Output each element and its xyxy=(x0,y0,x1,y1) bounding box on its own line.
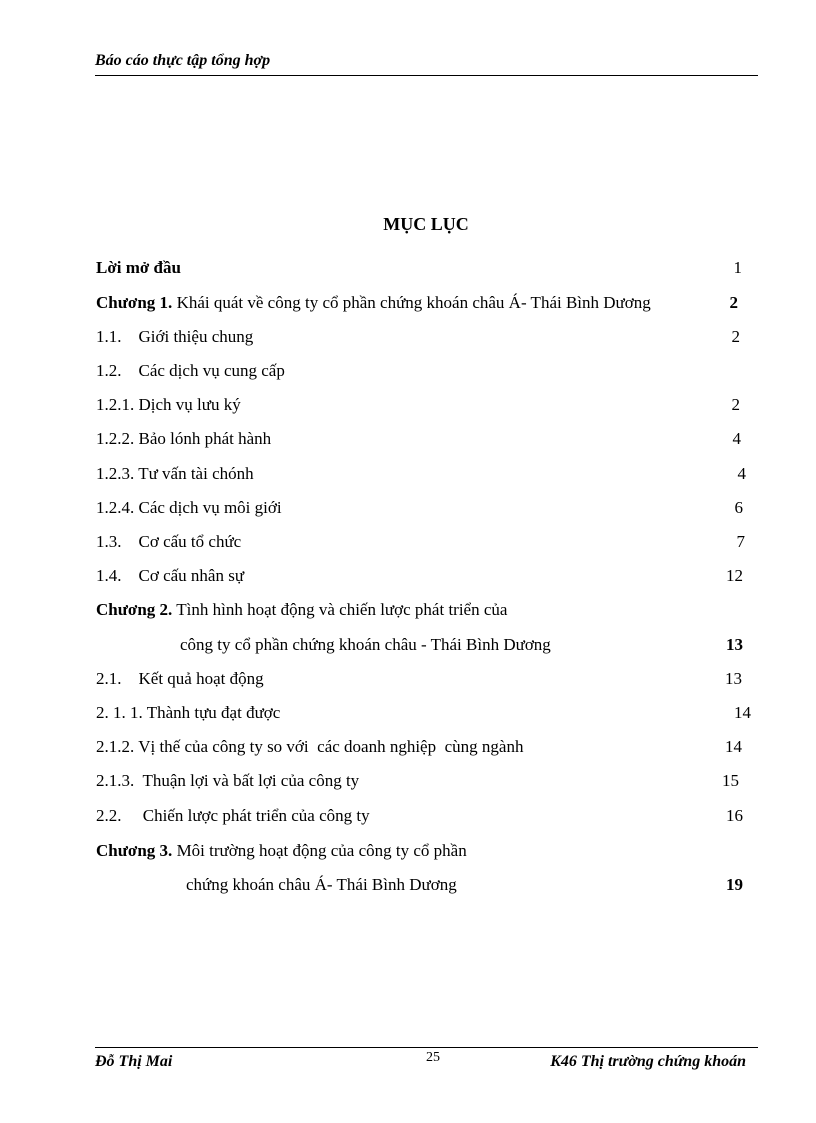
chapter-title-continued: chứng khoán châu Á- Thái Bình Dương xyxy=(186,875,457,894)
chapter-label: Chương 1. xyxy=(96,293,173,312)
toc-page: 2 xyxy=(731,327,740,346)
toc-page: 12 xyxy=(726,566,743,585)
footer-author: Đỗ Thị Mai xyxy=(95,1053,173,1070)
chapter-title-continued: công ty cổ phần chứng khoán châu - Thái Bình Dương xyxy=(180,635,551,654)
page-number: 25 xyxy=(426,1050,440,1065)
toc-page: 7 xyxy=(736,532,745,551)
running-header: Báo cáo thực tập tổng hợp xyxy=(95,52,271,69)
toc-entry-chapter-3 xyxy=(96,841,467,861)
chapter-label: Chương 3. xyxy=(96,841,173,860)
toc-page: 14 xyxy=(734,703,751,722)
toc-entry: 2.1.3. Thuận lợi và bất lợi của công ty xyxy=(96,771,360,790)
toc-entry: 1.2.1. Dịch vụ lưu ký xyxy=(96,395,241,414)
toc-entry: 2.2. Chiến lược phát triển của công ty xyxy=(96,806,370,825)
toc-page: 1 xyxy=(733,258,742,277)
toc-page: 16 xyxy=(726,806,743,825)
toc-entry: 1.4. Cơ cấu nhân sự xyxy=(96,566,245,585)
toc-entry: 1.2.2. Bảo lónh phát hành xyxy=(96,429,272,448)
toc-page: 4 xyxy=(732,429,741,448)
toc-entry: 2.1. Kết quả hoạt động xyxy=(96,669,264,688)
toc-entry-chapter-1 xyxy=(96,293,651,313)
chapter-title: Tình hình hoạt động và chiến lược phát triển của xyxy=(172,600,508,619)
toc-page: 15 xyxy=(722,771,739,790)
toc-page: 19 xyxy=(726,875,743,894)
toc-page: 6 xyxy=(734,498,743,517)
chapter-label: Chương 2. xyxy=(96,600,173,619)
footer-divider xyxy=(95,1047,758,1048)
toc-page: 4 xyxy=(737,464,746,483)
toc-page: 2 xyxy=(729,293,738,312)
toc-entry-preface: Lời mở đầu xyxy=(96,258,181,277)
toc-page: 14 xyxy=(725,737,742,756)
footer-course: K46 Thị trường chứng khoán xyxy=(550,1053,746,1070)
toc-entry-chapter-2 xyxy=(96,600,507,620)
header-divider xyxy=(95,75,758,76)
toc-heading: MỤC LỤC xyxy=(383,214,469,234)
toc-entry: 2. 1. 1. Thành tựu đạt được xyxy=(96,703,281,722)
toc-page: 13 xyxy=(726,635,743,654)
toc-page: 13 xyxy=(725,669,742,688)
toc-entry: 1.2.3. Tư vấn tài chónh xyxy=(96,464,254,483)
toc-page: 2 xyxy=(731,395,740,414)
toc-entry: 1.2.4. Các dịch vụ môi giới xyxy=(96,498,282,517)
toc-entry: 2.1.2. Vị thế của công ty so với các doanh nghiệp cùng ngành xyxy=(96,737,524,756)
toc-entry: 1.3. Cơ cấu tổ chức xyxy=(96,532,242,551)
toc-entry: 1.1. Giới thiệu chung xyxy=(96,327,254,346)
toc-entry: 1.2. Các dịch vụ cung cấp xyxy=(96,361,285,380)
chapter-title: Môi trường hoạt động của công ty cổ phần xyxy=(172,841,467,860)
chapter-title: Khái quát về công ty cổ phần chứng khoán châu Á- Thái Bình Dương xyxy=(172,293,651,312)
